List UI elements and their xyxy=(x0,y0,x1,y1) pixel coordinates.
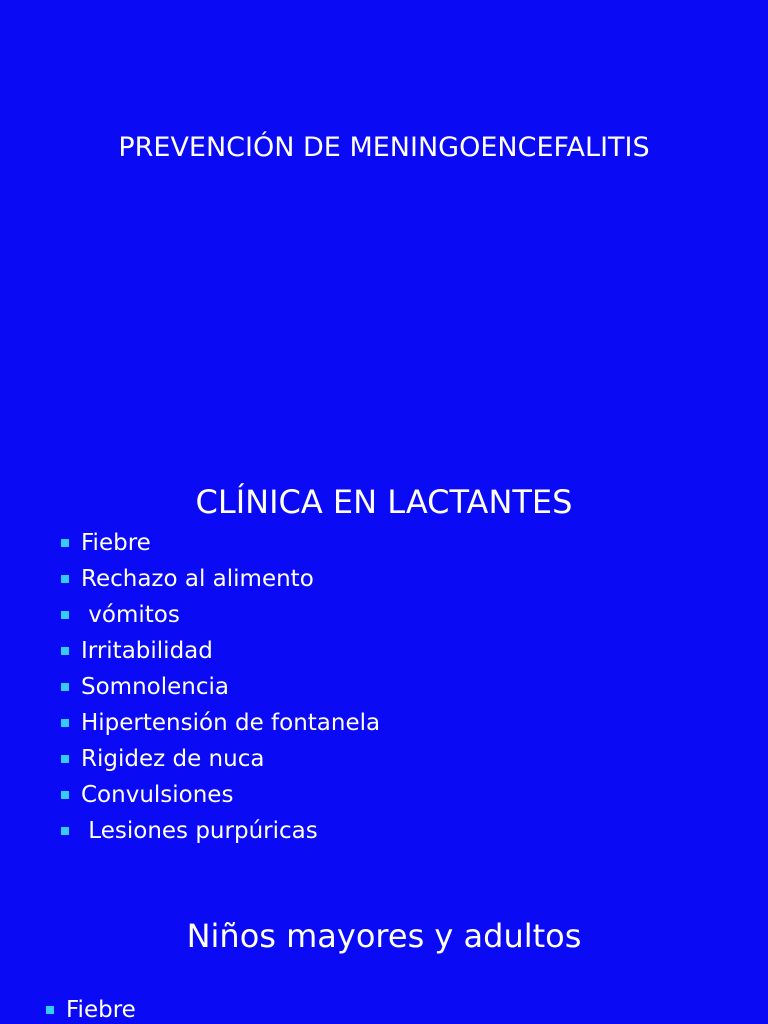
list-item xyxy=(61,633,213,669)
slide-title-clinica-lactantes: CLÍNICA EN LACTANTES xyxy=(195,483,573,521)
list-item xyxy=(61,525,151,561)
list-item-text: Fiebre xyxy=(66,997,136,1023)
square-bullet-icon xyxy=(61,791,69,799)
list-item-text: Hipertensión de fontanela xyxy=(81,710,381,736)
square-bullet-icon xyxy=(61,575,69,583)
square-bullet-icon xyxy=(61,827,69,835)
list-item xyxy=(61,705,381,741)
list-item xyxy=(61,669,229,705)
bullet-list-mayores xyxy=(46,992,136,1024)
square-bullet-icon xyxy=(61,647,69,655)
list-item-text: Irritabilidad xyxy=(81,638,213,664)
list-item xyxy=(61,561,314,597)
list-item xyxy=(61,597,180,633)
list-item xyxy=(46,992,136,1024)
list-item-text: Somnolencia xyxy=(81,674,229,700)
square-bullet-icon xyxy=(61,755,69,763)
square-bullet-icon xyxy=(61,719,69,727)
square-bullet-icon xyxy=(61,539,69,547)
square-bullet-icon xyxy=(46,1006,54,1014)
bullet-list-lactantes xyxy=(61,525,381,849)
list-item-text: Convulsiones xyxy=(81,782,234,808)
list-item-text: Fiebre xyxy=(81,530,151,556)
list-item xyxy=(61,813,318,849)
list-item xyxy=(61,741,265,777)
list-item-text: Lesiones purpúricas xyxy=(81,818,318,844)
list-item xyxy=(61,777,234,813)
list-item-text: Rechazo al alimento xyxy=(81,566,314,592)
list-item-text: vómitos xyxy=(81,602,180,628)
list-item-text: Rigidez de nuca xyxy=(81,746,265,772)
slide-title-prevencion: PREVENCIÓN DE MENINGOENCEFALITIS xyxy=(118,132,650,163)
slide-title-ninos-mayores-adultos: Niños mayores y adultos xyxy=(186,917,582,955)
square-bullet-icon xyxy=(61,683,69,691)
square-bullet-icon xyxy=(61,611,69,619)
